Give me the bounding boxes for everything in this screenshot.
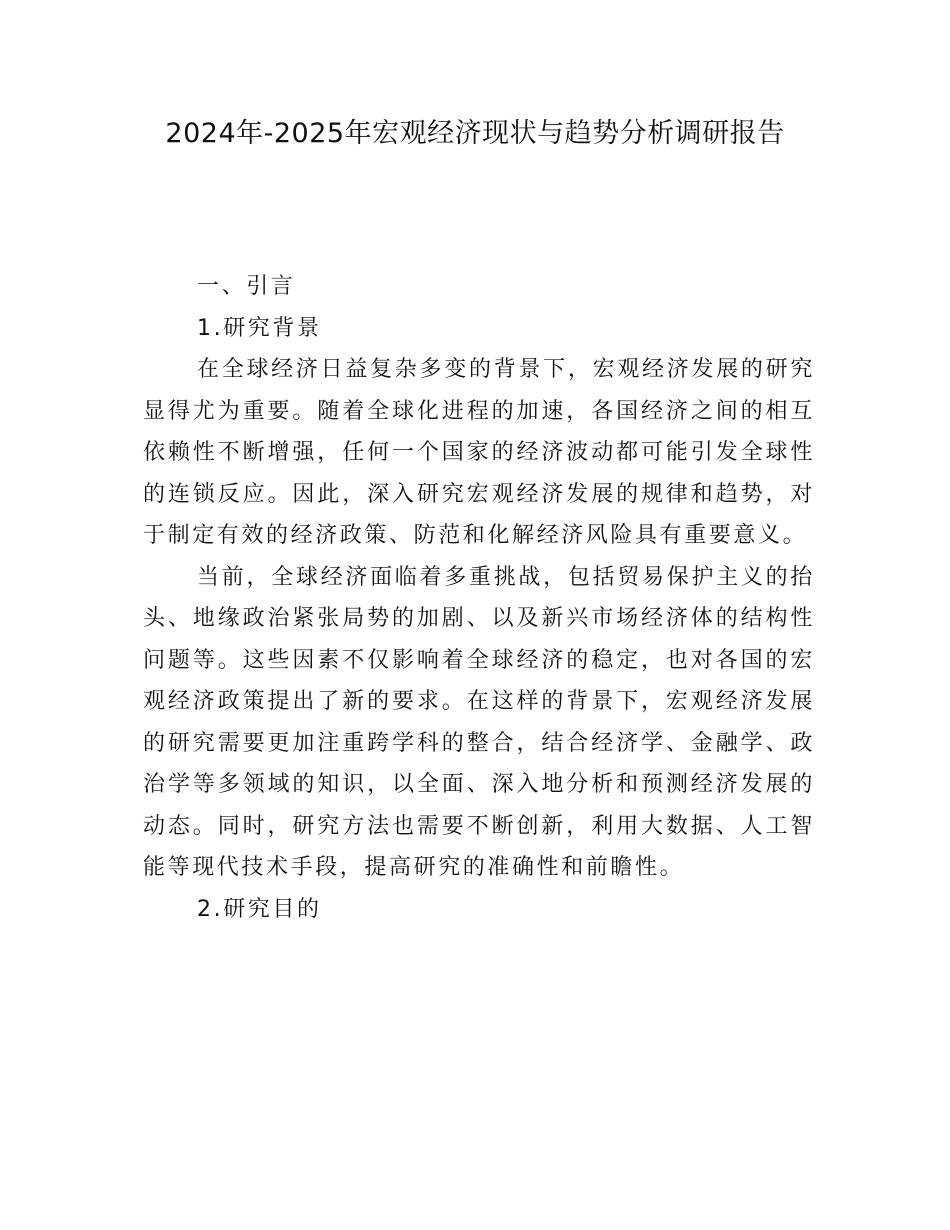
document-body: [143, 266, 815, 930]
paragraph-background-1: 在全球经济日益复杂多变的背景下，宏观经济发展的研究显得尤为重要。随着全球化进程的加速，各国经济之间的相互依赖性不断增强，任何一个国家的经济波动都可能引发全球性的连锁反应。因此，深入研究宏观经济发展的规律和趋势，对于制定有效的经济政策、防范和化解经济风险具有重要意义。: [143, 357, 815, 548]
section-heading-introduction: 一、引言: [197, 274, 296, 299]
subsection-heading-research-purpose: 2.研究目的: [197, 896, 322, 922]
document-title: 2024年-2025年宏观经济现状与趋势分析调研报告: [165, 118, 785, 149]
subsection-heading-research-background: 1.研究背景: [197, 315, 322, 341]
paragraph-background-2: 当前，全球经济面临着多重挑战，包括贸易保护主义的抬头、地缘政治紧张局势的加剧、以及新兴市场经济体的结构性问题等。这些因素不仅影响着全球经济的稳定，也对各国的宏观经济政策提出了新的要求。在这样的背景下，宏观经济发展的研究需要更加注重跨学科的整合，结合经济学、金融学、政治学等多领域的知识，以全面、深入地分析和预测经济发展的动态。同时，研究方法也需要不断创新，利用大数据、人工智能等现代技术手段，提高研究的准确性和前瞻性。: [143, 564, 815, 880]
